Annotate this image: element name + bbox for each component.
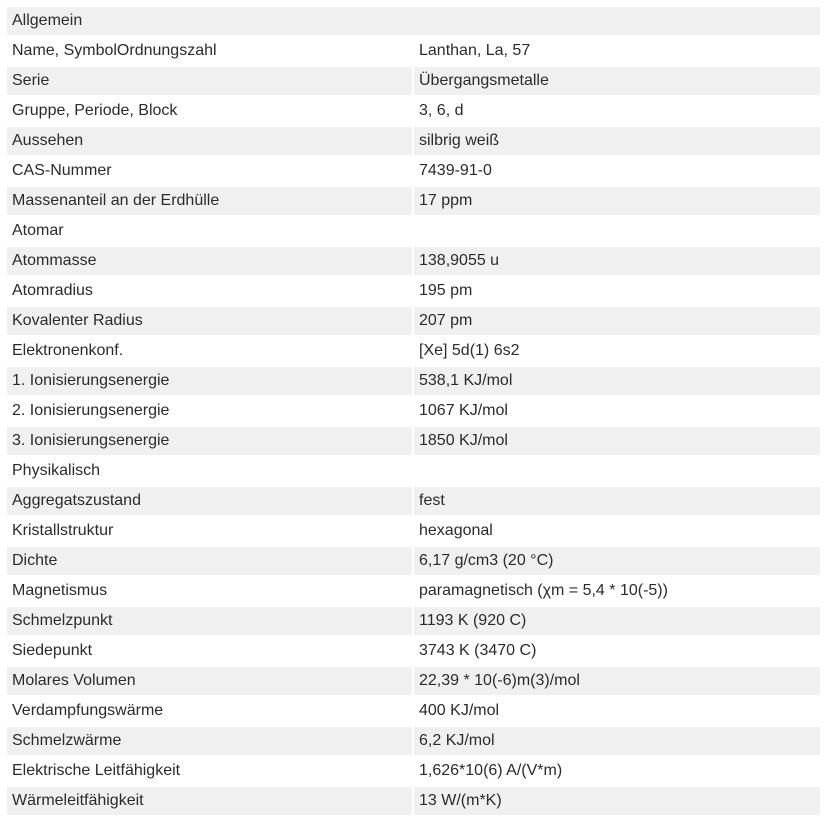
table-row xyxy=(7,487,820,515)
property-value: silbrig weiß xyxy=(414,127,820,155)
property-label: Serie xyxy=(7,67,412,95)
section-title: Allgemein xyxy=(7,7,820,35)
property-label: Atommasse xyxy=(7,247,412,275)
table-row xyxy=(7,427,820,455)
property-value: 17 ppm xyxy=(414,187,820,215)
property-value: 1,626*10(6) A/(V*m) xyxy=(419,762,563,779)
property-value: 138,9055 u xyxy=(414,247,820,275)
property-value: fest xyxy=(414,487,820,515)
property-value: 538,1 KJ/mol xyxy=(414,367,820,395)
property-label: 1. Ionisierungsenergie xyxy=(7,367,412,395)
table-row xyxy=(7,727,820,755)
property-label: Elektronenkonf. xyxy=(12,342,124,359)
property-value: paramagnetisch (χm = 5,4 * 10(-5)) xyxy=(419,582,668,599)
property-label: Aggregatszustand xyxy=(7,487,412,515)
section-header-row xyxy=(7,7,820,35)
property-value: 400 KJ/mol xyxy=(419,702,500,719)
property-label: Gruppe, Periode, Block xyxy=(12,102,178,119)
section-header-row xyxy=(7,457,820,485)
property-label: Massenanteil an der Erdhülle xyxy=(7,187,412,215)
property-value: hexagonal xyxy=(419,522,493,539)
property-value: Übergangsmetalle xyxy=(414,67,820,95)
property-value: 207 pm xyxy=(414,307,820,335)
property-value: 22,39 * 10(-6)m(3)/mol xyxy=(414,667,820,695)
property-label: Kovalenter Radius xyxy=(7,307,412,335)
property-value: [Xe] 5d(1) 6s2 xyxy=(419,342,520,359)
table-row xyxy=(7,397,820,425)
table-row xyxy=(7,367,820,395)
property-value: 13 W/(m*K) xyxy=(414,787,820,815)
property-label: CAS-Nummer xyxy=(12,162,112,179)
table-row xyxy=(7,697,820,725)
table-row xyxy=(7,277,820,305)
property-label: Atomradius xyxy=(12,282,93,299)
table-row xyxy=(7,97,820,125)
table-row xyxy=(7,547,820,575)
property-label: Dichte xyxy=(7,547,412,575)
property-label: Verdampfungswärme xyxy=(12,702,164,719)
property-label: Aussehen xyxy=(7,127,412,155)
property-value: 1193 K (920 C) xyxy=(414,607,820,635)
section-title: Atomar xyxy=(12,222,64,239)
property-value: 195 pm xyxy=(419,282,473,299)
property-label: Kristallstruktur xyxy=(12,522,114,539)
table-row xyxy=(7,307,820,335)
property-value: 6,17 g/cm3 (20 °C) xyxy=(414,547,820,575)
table-row xyxy=(7,127,820,155)
property-value: 1850 KJ/mol xyxy=(414,427,820,455)
property-value: 7439-91-0 xyxy=(419,162,492,179)
table-row xyxy=(7,637,820,665)
table-row xyxy=(7,757,820,785)
table-row xyxy=(7,607,820,635)
property-label: Siedepunkt xyxy=(12,642,93,659)
property-value: 3743 K (3470 C) xyxy=(419,642,537,659)
property-value: 6,2 KJ/mol xyxy=(414,727,820,755)
property-label: Molares Volumen xyxy=(7,667,412,695)
table-row xyxy=(7,577,820,605)
property-label: 2. Ionisierungsenergie xyxy=(12,402,170,419)
property-label: Name, SymbolOrdnungszahl xyxy=(12,42,217,59)
property-value: 1067 KJ/mol xyxy=(419,402,508,419)
table-row xyxy=(7,517,820,545)
property-label: Magnetismus xyxy=(12,582,108,599)
section-title: Physikalisch xyxy=(12,462,101,479)
property-value: Lanthan, La, 57 xyxy=(419,42,531,59)
table-row xyxy=(7,667,820,695)
property-label: Schmelzwärme xyxy=(7,727,412,755)
table-row xyxy=(7,37,820,65)
element-properties-table xyxy=(7,7,820,817)
table-row xyxy=(7,247,820,275)
property-label: Elektrische Leitfähigkeit xyxy=(12,762,181,779)
table-row xyxy=(7,67,820,95)
property-label: 3. Ionisierungsenergie xyxy=(7,427,412,455)
table-row xyxy=(7,187,820,215)
property-label: Schmelzpunkt xyxy=(7,607,412,635)
table-row xyxy=(7,787,820,815)
table-row xyxy=(7,337,820,365)
table-row xyxy=(7,157,820,185)
property-label: Wärmeleitfähigkeit xyxy=(7,787,412,815)
section-header-row xyxy=(7,217,820,245)
property-value: 3, 6, d xyxy=(419,102,464,119)
